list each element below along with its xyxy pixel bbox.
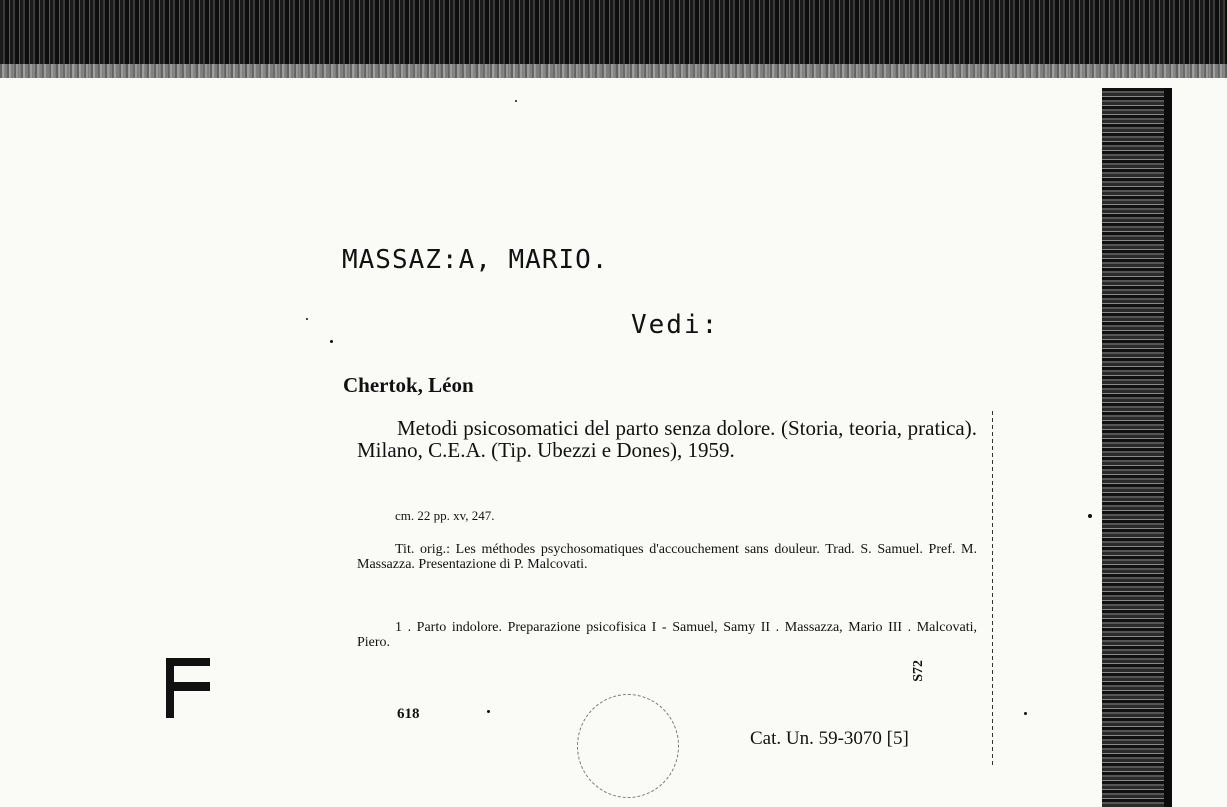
catalog-number: Cat. Un. 59-3070 [5] [750, 728, 909, 749]
title-statement: Metodi psicosomatici del parto senza dolore. (Storia, teoria, pratica). Milano, C.E.A. (Tip. Ubezzi e Dones), 1959. [357, 416, 977, 462]
scan-speck [330, 340, 333, 343]
scan-speck [487, 710, 490, 713]
punch-hole [577, 694, 679, 798]
scan-speck [1024, 712, 1027, 715]
author-name: Chertok, Léon [343, 373, 474, 397]
see-reference: Vedi: [631, 310, 720, 340]
heading-name: MASSAZ:A, MARIO. [342, 245, 609, 275]
scan-speck [515, 100, 517, 102]
scan-speck [306, 318, 308, 320]
card-number: 618 [397, 706, 420, 722]
corner-bracket-mark [164, 656, 212, 720]
card-right-border [992, 410, 993, 765]
scan-speck [1088, 514, 1092, 518]
subject-tracings: 1 . Parto indolore. Preparazione psicofisica I - Samuel, Samy II . Massazza, Mario III . Malcovati, Piero. [357, 620, 977, 650]
scan-top-edge [0, 0, 1227, 78]
vertical-code: S72 [911, 660, 926, 682]
collation: cm. 22 pp. xv, 247. [395, 508, 495, 523]
original-title-note: Tit. orig.: Les méthodes psychosomatiques d'accouchement sans douleur. Trad. S. Samuel. Pref. M. Massazza. Presentazione di P. Malcovati. [357, 542, 977, 572]
scan-right-shadow [1164, 88, 1172, 807]
scan-right-edge [1102, 88, 1164, 807]
